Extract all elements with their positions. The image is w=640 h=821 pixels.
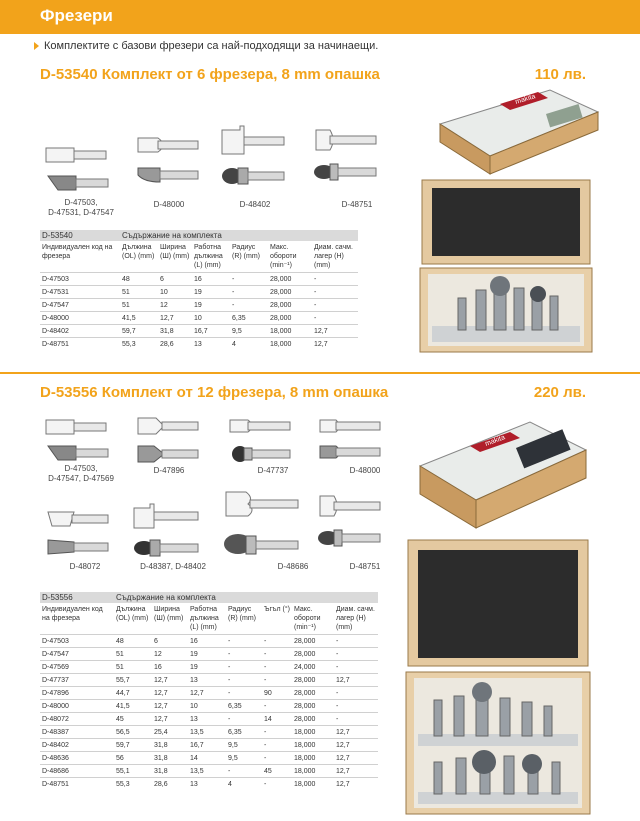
ogee-bit-icon (222, 484, 306, 562)
table-cell: - (312, 286, 358, 299)
bit-label: D-48000 (153, 200, 185, 209)
table-cell: 28,000 (268, 299, 312, 312)
bit-label: D-47896 (153, 466, 185, 475)
table-row (40, 765, 378, 778)
set1-title: D-53540 Комплект от 6 фрезера, 8 mm опашка (40, 66, 380, 83)
table-cell: - (262, 739, 292, 752)
bit-label: D-47737 (257, 466, 289, 475)
table-cell: - (262, 674, 292, 687)
table-row (40, 752, 378, 765)
table-cell: 16,7 (192, 325, 230, 338)
table-cell: 28,000 (292, 648, 334, 661)
table-cell: 55,3 (114, 778, 152, 791)
table-cell: 6,35 (226, 726, 262, 739)
table-cell: 18,000 (292, 739, 334, 752)
table-cell: 6,35 (226, 700, 262, 713)
set1-box-photo (430, 84, 600, 176)
bit-label: D-47503, D-47547, D-47569 (48, 464, 114, 483)
table-cell: 28,000 (268, 286, 312, 299)
table-cell: 18,000 (292, 726, 334, 739)
dovetail-bit-icon (44, 504, 114, 560)
bit-label: D-48751 (341, 200, 373, 209)
table-row (40, 687, 378, 700)
table-cell: - (262, 635, 292, 648)
table-cell: D-47531 (40, 286, 120, 299)
table-cell: 55,7 (114, 674, 152, 687)
table-cell: 19 (192, 286, 230, 299)
table-cell: D-48072 (40, 713, 114, 726)
cove-bit-icon (218, 124, 288, 190)
set2-table (40, 592, 378, 791)
table-cell: - (262, 661, 292, 674)
table-cell: 16 (192, 273, 230, 286)
table-cell: 12,7 (312, 325, 358, 338)
table-cell: - (226, 635, 262, 648)
table-row (40, 700, 378, 713)
table-cell: 10 (192, 312, 230, 325)
table-cell: 12,7 (312, 338, 358, 351)
table-row (40, 674, 378, 687)
table-row (40, 286, 358, 299)
table-cell: 18,000 (268, 325, 312, 338)
table-cell: 55,3 (120, 338, 158, 351)
bit-label: D-48387, D-48402 (140, 562, 206, 571)
table-cell: 28,000 (292, 674, 334, 687)
table-cell: - (334, 635, 378, 648)
table-cell: 44,7 (114, 687, 152, 700)
table-row (40, 338, 358, 351)
table-cell: 28,000 (292, 700, 334, 713)
table-header: Индивидуален код на фрезера (42, 244, 113, 260)
table-cell: 10 (158, 286, 192, 299)
table-header: Работна дължина (L) (mm) (190, 606, 219, 631)
table-cell: 41,5 (120, 312, 158, 325)
table-cell: 41,5 (114, 700, 152, 713)
set2-box-photo (410, 416, 590, 534)
table-header: Макс. обороти (min⁻¹) (294, 606, 321, 631)
table-cell: 12,7 (152, 700, 188, 713)
set1-price: 110 лв. (534, 66, 586, 83)
table-cell: - (312, 312, 358, 325)
table-cell: 12,7 (152, 674, 188, 687)
set1-case-photo (418, 178, 594, 356)
table-header: Диам. сачм. лагер (H) (mm) (314, 244, 353, 269)
table-cell: 13 (188, 674, 226, 687)
table-cell: - (230, 286, 268, 299)
table-cell: 10 (188, 700, 226, 713)
table-cell: - (262, 778, 292, 791)
table-cell: D-47547 (40, 299, 120, 312)
table-cell: 59,7 (114, 739, 152, 752)
table-cell: 59,7 (120, 325, 158, 338)
table-cell: 12,7 (334, 726, 378, 739)
table-cell: - (262, 700, 292, 713)
table-cell: 18,000 (292, 765, 334, 778)
table-cell: 14 (188, 752, 226, 765)
table-header: Радиус (R) (mm) (228, 606, 256, 622)
table-cell: 16,7 (188, 739, 226, 752)
table-cell: 12,7 (334, 778, 378, 791)
table-header: Диам. сачм. лагер (H) (mm) (336, 606, 375, 631)
table-cell: D-47547 (40, 648, 114, 661)
table-cell: D-48402 (40, 325, 120, 338)
table-cell: - (226, 687, 262, 700)
table-cell: 13,5 (188, 765, 226, 778)
table-cell: 13 (188, 778, 226, 791)
table-cell: D-47503 (40, 273, 120, 286)
table-cell: 51 (114, 648, 152, 661)
table-cell: 9,5 (226, 739, 262, 752)
table-cell: 13 (188, 713, 226, 726)
table-cell: 19 (188, 661, 226, 674)
table-cell: 48 (120, 273, 158, 286)
v-groove-bit-icon (134, 412, 204, 468)
table-cell: 28,6 (158, 338, 192, 351)
cove-box-bit-icon (316, 412, 386, 468)
table-cell: D-48751 (40, 778, 114, 791)
table-cell: - (334, 648, 378, 661)
section-title: Фрезери (40, 6, 113, 25)
bit-label: D-48686 (277, 562, 309, 571)
table-cell: 4 (226, 778, 262, 791)
table-row (40, 661, 378, 674)
table-row (40, 778, 378, 791)
table-cell: 28,000 (292, 635, 334, 648)
table-cell: - (226, 674, 262, 687)
table-cell: - (262, 648, 292, 661)
bit-label: D-47503, D-47531, D-47547 (48, 198, 114, 217)
table-cell: 6 (152, 635, 188, 648)
table-cell: 56 (114, 752, 152, 765)
table-cell: 31,8 (152, 752, 188, 765)
table-cell: 12 (158, 299, 192, 312)
table-cell: 51 (120, 286, 158, 299)
table-cell: - (312, 273, 358, 286)
table-row (40, 299, 358, 312)
table-cell: 12,7 (152, 687, 188, 700)
table-row (40, 325, 358, 338)
table-cell: 9,5 (226, 752, 262, 765)
table-row (40, 713, 378, 726)
table-cell: D-47896 (40, 687, 114, 700)
brand-logo: makita (484, 434, 507, 448)
table-code: D-53540 (40, 230, 120, 241)
section-divider (0, 372, 640, 374)
table-cell: 51 (114, 661, 152, 674)
table-cell: 28,000 (292, 687, 334, 700)
table-cell: D-47737 (40, 674, 114, 687)
table-cell: - (262, 726, 292, 739)
table-cell: D-48000 (40, 700, 114, 713)
table-cell: - (226, 713, 262, 726)
table-cell: D-48387 (40, 726, 114, 739)
table-cell: - (226, 648, 262, 661)
table-caption: Съдържание на комплекта (120, 230, 358, 241)
table-row (40, 635, 378, 648)
table-cell: 51 (120, 299, 158, 312)
table-caption: Съдържание на комплекта (114, 592, 378, 603)
bit-label: D-48751 (349, 562, 381, 571)
table-cell: 48 (114, 635, 152, 648)
table-cell: D-48686 (40, 765, 114, 778)
section-header (0, 0, 640, 34)
straight-bit-icon (44, 414, 114, 464)
table-cell: 14 (262, 713, 292, 726)
table-cell: 25,4 (152, 726, 188, 739)
table-cell: 18,000 (292, 778, 334, 791)
table-cell: D-47569 (40, 661, 114, 674)
table-cell: D-48402 (40, 739, 114, 752)
intro-text: Комплектите с базови фрезери са най-подходящи за начинаещи. (44, 40, 379, 52)
table-header: Радиус (R) (mm) (232, 244, 260, 260)
table-cell: 18,000 (268, 338, 312, 351)
table-cell: 16 (152, 661, 188, 674)
table-cell: 31,8 (152, 765, 188, 778)
table-cell: - (334, 713, 378, 726)
table-cell: 19 (192, 299, 230, 312)
set2-case-photo (404, 538, 592, 816)
table-cell: - (334, 661, 378, 674)
table-cell: 6,35 (230, 312, 268, 325)
table-cell: 24,000 (292, 661, 334, 674)
table-cell: 4 (230, 338, 268, 351)
bit-label: D-48072 (69, 562, 101, 571)
table-cell: 12,7 (334, 739, 378, 752)
table-row (40, 726, 378, 739)
table-header: Индивидуален код на фрезера (42, 606, 103, 622)
table-cell: - (230, 273, 268, 286)
table-cell: 12,7 (152, 713, 188, 726)
table-cell: D-48636 (40, 752, 114, 765)
table-header: Работна дължина (L) (mm) (194, 244, 223, 269)
table-cell: - (262, 752, 292, 765)
table-cell: 18,000 (292, 752, 334, 765)
table-row (40, 739, 378, 752)
table-cell: - (226, 661, 262, 674)
table-cell: 12,7 (334, 765, 378, 778)
table-cell: 12,7 (158, 312, 192, 325)
table-header: Ширина (Ш) (mm) (160, 244, 190, 260)
table-cell: - (334, 687, 378, 700)
table-header: Дължина (OL) (mm) (122, 244, 155, 260)
table-cell: 9,5 (230, 325, 268, 338)
table-cell: 6 (158, 273, 192, 286)
table-cell: 28,000 (268, 312, 312, 325)
table-cell: 16 (188, 635, 226, 648)
table-code: D-53556 (40, 592, 114, 603)
table-cell: 12,7 (334, 674, 378, 687)
core-box-bit-icon (226, 412, 296, 468)
table-cell: 19 (188, 648, 226, 661)
set2-price: 220 лв. (533, 384, 586, 401)
table-header: Макс. обороти (min⁻¹) (270, 244, 297, 269)
table-cell: 45 (262, 765, 292, 778)
table-cell: 31,8 (152, 739, 188, 752)
table-cell: 45 (114, 713, 152, 726)
table-cell: 12,7 (188, 687, 226, 700)
table-cell: D-48000 (40, 312, 120, 325)
table-cell: - (312, 299, 358, 312)
table-cell: 55,1 (114, 765, 152, 778)
bit-label: D-48402 (239, 200, 271, 209)
set1-table (40, 230, 358, 351)
table-cell: 12,7 (334, 752, 378, 765)
table-cell: 31,8 (158, 325, 192, 338)
rounding-bit-icon (316, 490, 386, 556)
table-row (40, 273, 358, 286)
bit-label: D-48000 (349, 466, 381, 475)
table-cell: 28,6 (152, 778, 188, 791)
table-cell: - (230, 299, 268, 312)
roundover-bit-icon (134, 130, 204, 190)
table-cell: 90 (262, 687, 292, 700)
table-header: Ширина (Ш) (mm) (154, 606, 184, 622)
rounding-bit-icon (312, 124, 382, 190)
table-cell: 28,000 (268, 273, 312, 286)
table-row (40, 312, 358, 325)
table-cell: D-48751 (40, 338, 120, 351)
table-header: Ъгъл (°) (264, 606, 290, 613)
table-row (40, 648, 378, 661)
table-cell: - (226, 765, 262, 778)
table-cell: D-47503 (40, 635, 114, 648)
set2-title: D-53556 Комплект от 12 фрезера, 8 mm опашка (40, 384, 389, 401)
straight-bit-icon (44, 140, 114, 200)
table-cell: 13 (192, 338, 230, 351)
cove-bearing-bit-icon (130, 500, 206, 560)
table-cell: 12 (152, 648, 188, 661)
table-cell: 56,5 (114, 726, 152, 739)
table-header: Дължина (OL) (mm) (116, 606, 149, 622)
table-cell: 28,000 (292, 713, 334, 726)
bullet-arrow-icon (34, 42, 39, 50)
brand-logo: makita (514, 93, 537, 106)
table-cell: - (334, 700, 378, 713)
table-cell: 13,5 (188, 726, 226, 739)
